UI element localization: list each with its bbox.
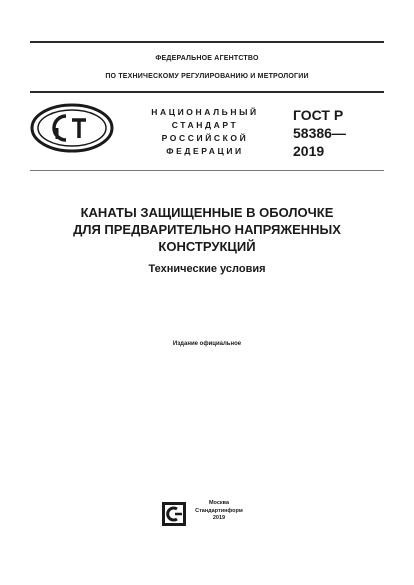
publisher-name: Стандартинформ <box>195 507 243 514</box>
gost-year: 2019 <box>293 143 325 159</box>
edition-label: Издание официальное <box>172 341 242 347</box>
national-line: ФЕДЕРАЦИИ <box>166 146 244 156</box>
header-rule <box>30 91 384 93</box>
document-subtitle: Технические условия <box>148 263 266 275</box>
agency-name: ФЕДЕРАЛЬНОЕ АГЕНТСТВО <box>155 55 259 62</box>
publisher-year: 2019 <box>212 515 226 521</box>
gost-designation <box>293 106 346 160</box>
title-line: КОНСТРУКЦИЙ <box>158 239 256 254</box>
agency-subtitle: ПО ТЕХНИЧЕСКОМУ РЕГУЛИРОВАНИЮ И МЕТРОЛОГИИ <box>105 73 309 80</box>
gost-number: 58386— <box>293 125 346 141</box>
publisher-city: Москва <box>208 500 230 506</box>
document-title <box>0 204 414 255</box>
gost-prefix: ГОСТ Р <box>293 107 344 123</box>
publisher-info <box>195 500 243 523</box>
title-line: КАНАТЫ ЗАЩИЩЕННЫЕ В ОБОЛОЧКЕ <box>80 205 334 220</box>
standartinform-logo-icon <box>162 502 186 526</box>
national-line: РОССИЙСКОЙ <box>161 133 249 143</box>
national-standard-label <box>150 106 260 158</box>
title-line: ДЛЯ ПРЕДВАРИТЕЛЬНО НАПРЯЖЕННЫХ <box>73 222 341 237</box>
rst-certification-emblem-icon <box>30 103 114 153</box>
header-bottom-rule <box>30 170 384 171</box>
top-rule <box>30 41 384 43</box>
national-line: НАЦИОНАЛЬНЫЙ <box>151 107 259 117</box>
national-line: СТАНДАРТ <box>171 120 239 130</box>
